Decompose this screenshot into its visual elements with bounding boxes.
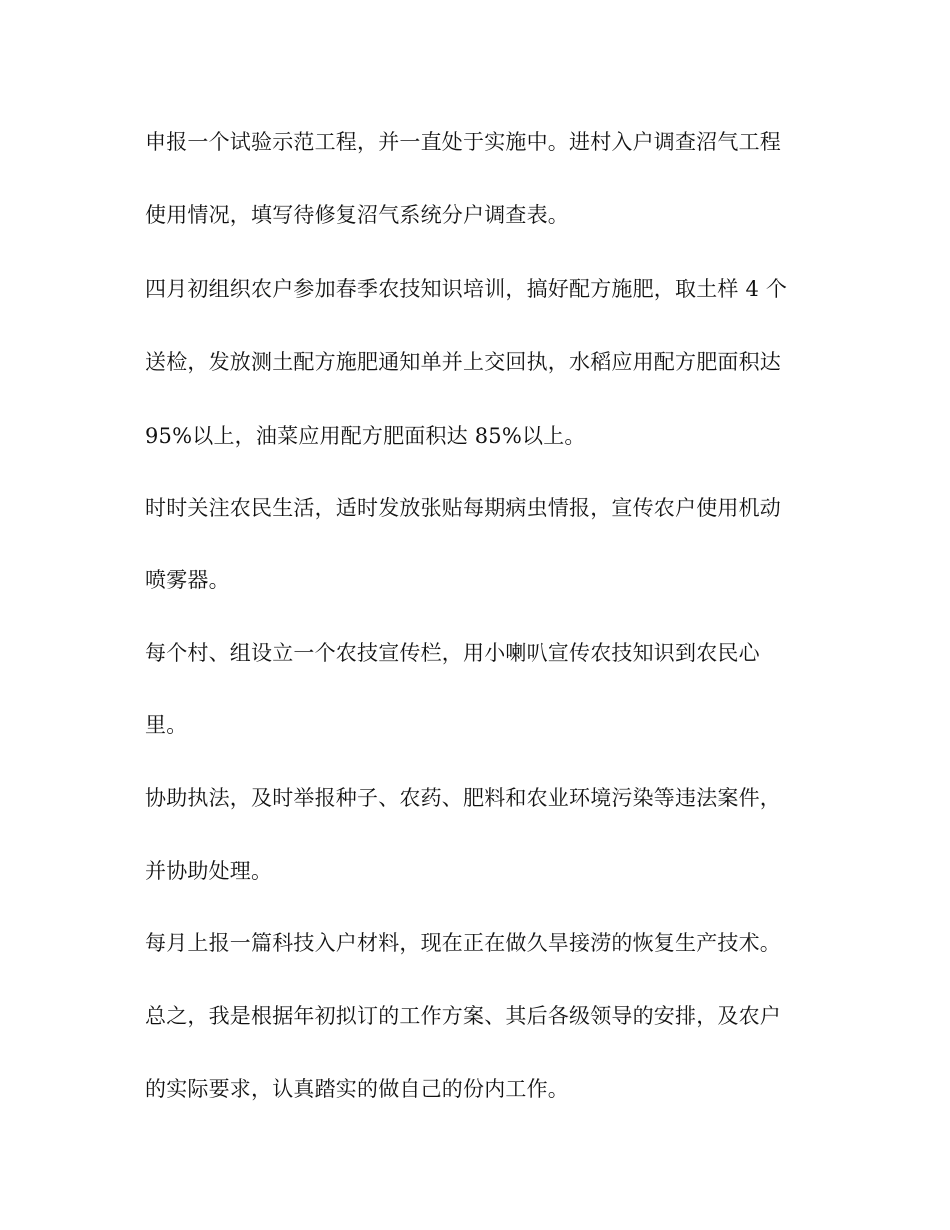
text-line: 协助执法，及时举报种子、农药、肥料和农业环境污染等违法案件， bbox=[145, 786, 781, 810]
text-line: 使用情况，填写待修复沼气系统分户调查表。 bbox=[145, 203, 569, 227]
text-line: 申报一个试验示范工程，并一直处于实施中。进村入户调查沼气工程 bbox=[145, 130, 781, 154]
text-line: 时时关注农民生活，适时发放张贴每期病虫情报，宣传农户使用机动 bbox=[145, 496, 781, 520]
text-line: 并协助处理。 bbox=[145, 859, 273, 883]
text-line: 喷雾器。 bbox=[145, 568, 230, 592]
text-line: 里。 bbox=[145, 713, 188, 737]
text-line: 的实际要求，认真踏实的做自己的份内工作。 bbox=[145, 1077, 569, 1101]
text-line: 每个村、组设立一个农技宣传栏，用小喇叭宣传农技知识到农民心 bbox=[145, 641, 760, 665]
text-line: 送检，发放测土配方施肥通知单并上交回执，水稻应用配方肥面积达 bbox=[145, 350, 781, 374]
text-line: 总之，我是根据年初拟订的工作方案、其后各级领导的安排，及农户 bbox=[145, 1004, 781, 1028]
text-line: 95%以上，油菜应用配方肥面积达 85%以上。 bbox=[145, 424, 586, 448]
text-line: 每月上报一篇科技入户材料，现在正在做久旱接涝的恢复生产技术。 bbox=[145, 931, 781, 955]
text-line: 四月初组织农户参加春季农技知识培训，搞好配方施肥，取土样 4 个 bbox=[145, 277, 788, 301]
